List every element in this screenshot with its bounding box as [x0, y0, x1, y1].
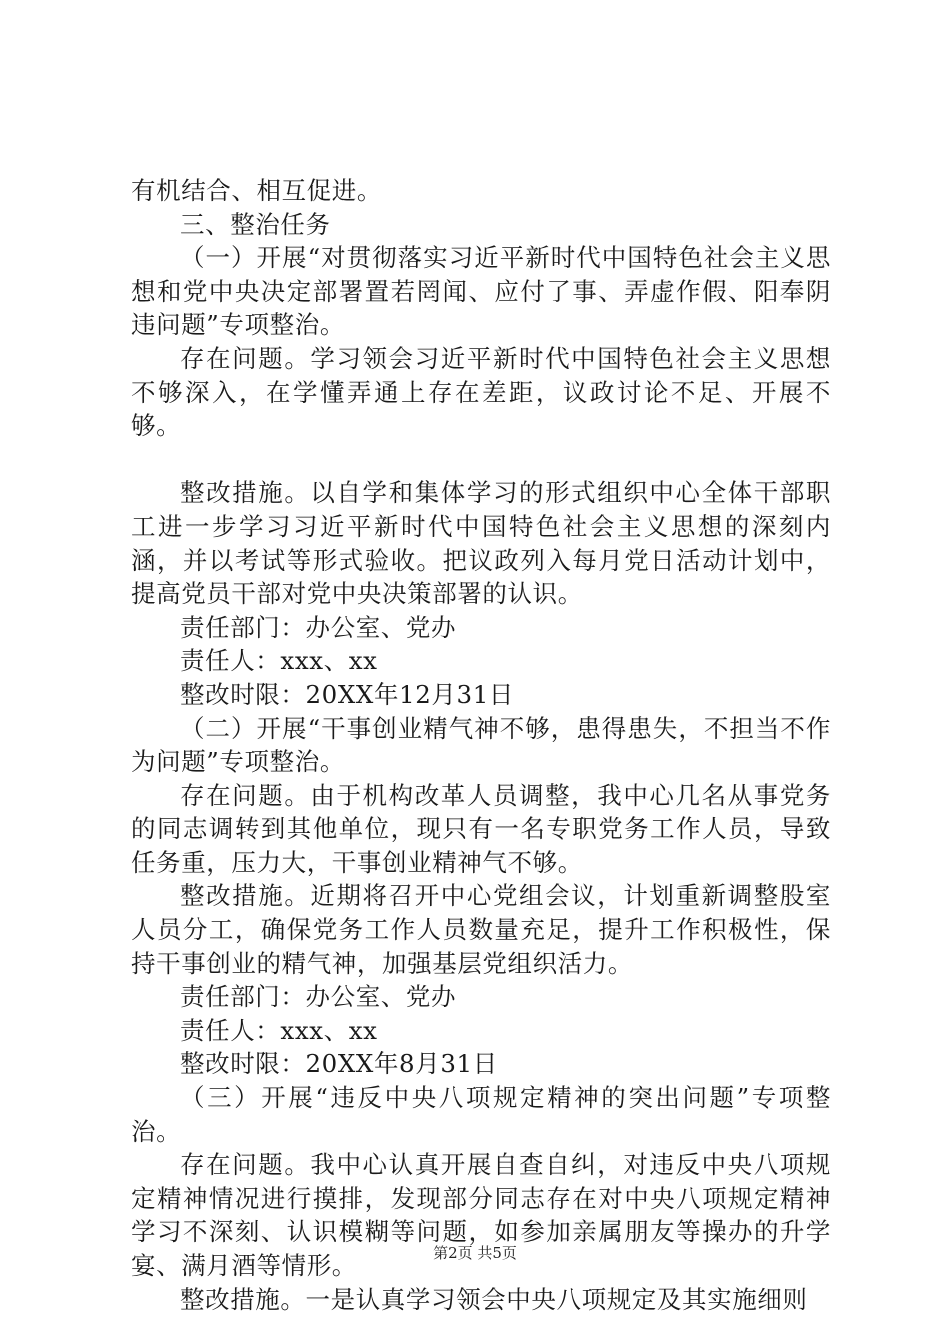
task-3-problem: 存在问题。我中心认真开展自查自纠，对违反中央八项规定精神情况进行摸排，发现部分同志存在对中央八项规定精神学习不深刻、认识模糊等问题，如参加亲属朋友等操办的升学宴、满月酒等情形。: [131, 1150, 831, 1280]
task-1-deadline: 整改时限：20XX年12月31日: [180, 679, 515, 709]
document-body: [131, 174, 831, 1316]
task-3-heading: （三）开展“违反中央八项规定精神的突出问题”专项整治。: [131, 1083, 831, 1146]
task-1-responsible-person: 责任人：xxx、xx: [180, 646, 378, 676]
task-1-measures: 整改措施。以自学和集体学习的形式组织中心全体干部职工进一步学习习近平新时代中国特色社会主义思想的深刻内涵，并以考试等形式验收。把议政列入每月党日活动计划中，提高党员干部对党中央决策部署的认识。: [131, 478, 831, 609]
task-2-problem: 存在问题。由于机构改革人员调整，我中心几名从事党务的同志调转到其他单位，现只有一名专职党务工作人员，导致任务重，压力大，干事创业精神气不够。: [131, 780, 831, 877]
task-2-heading: （二）开展“干事创业精气神不够，患得患失，不担当不作为问题”专项整治。: [131, 713, 831, 777]
task-2-measures: 整改措施。近期将召开中心党组会议，计划重新调整股室人员分工，确保党务工作人员数量充足，提升工作积极性，保持干事创业的精气神，加强基层党组织活力。: [131, 881, 831, 978]
page-number-label: 第2页 共5页: [433, 1244, 517, 1262]
task-1-department: 责任部门：办公室、党办: [180, 612, 457, 642]
task-2-responsible-person: 责任人：xxx、xx: [180, 1015, 378, 1045]
task-2-department: 责任部门：办公室、党办: [180, 982, 457, 1012]
task-3-measures: 整改措施。一是认真学习领会中央八项规定及其实施细则: [180, 1284, 808, 1314]
task-2-deadline: 整改时限：20XX年8月31日: [180, 1049, 498, 1079]
task-1-heading: （一）开展“对贯彻落实习近平新时代中国特色社会主义思想和党中央决定部署置若罔闻、应付了事、弄虚作假、阳奉阴违问题”专项整治。: [131, 243, 831, 340]
paragraph-continuation: 有机结合、相互促进。: [131, 176, 382, 205]
page-footer: [0, 1243, 950, 1263]
section-heading-tasks: 三、整治任务: [180, 209, 331, 239]
task-1-problem: 存在问题。学习领会习近平新时代中国特色社会主义思想不够深入，在学懂弄通上存在差距，议政讨论不足、开展不够。: [131, 343, 831, 441]
